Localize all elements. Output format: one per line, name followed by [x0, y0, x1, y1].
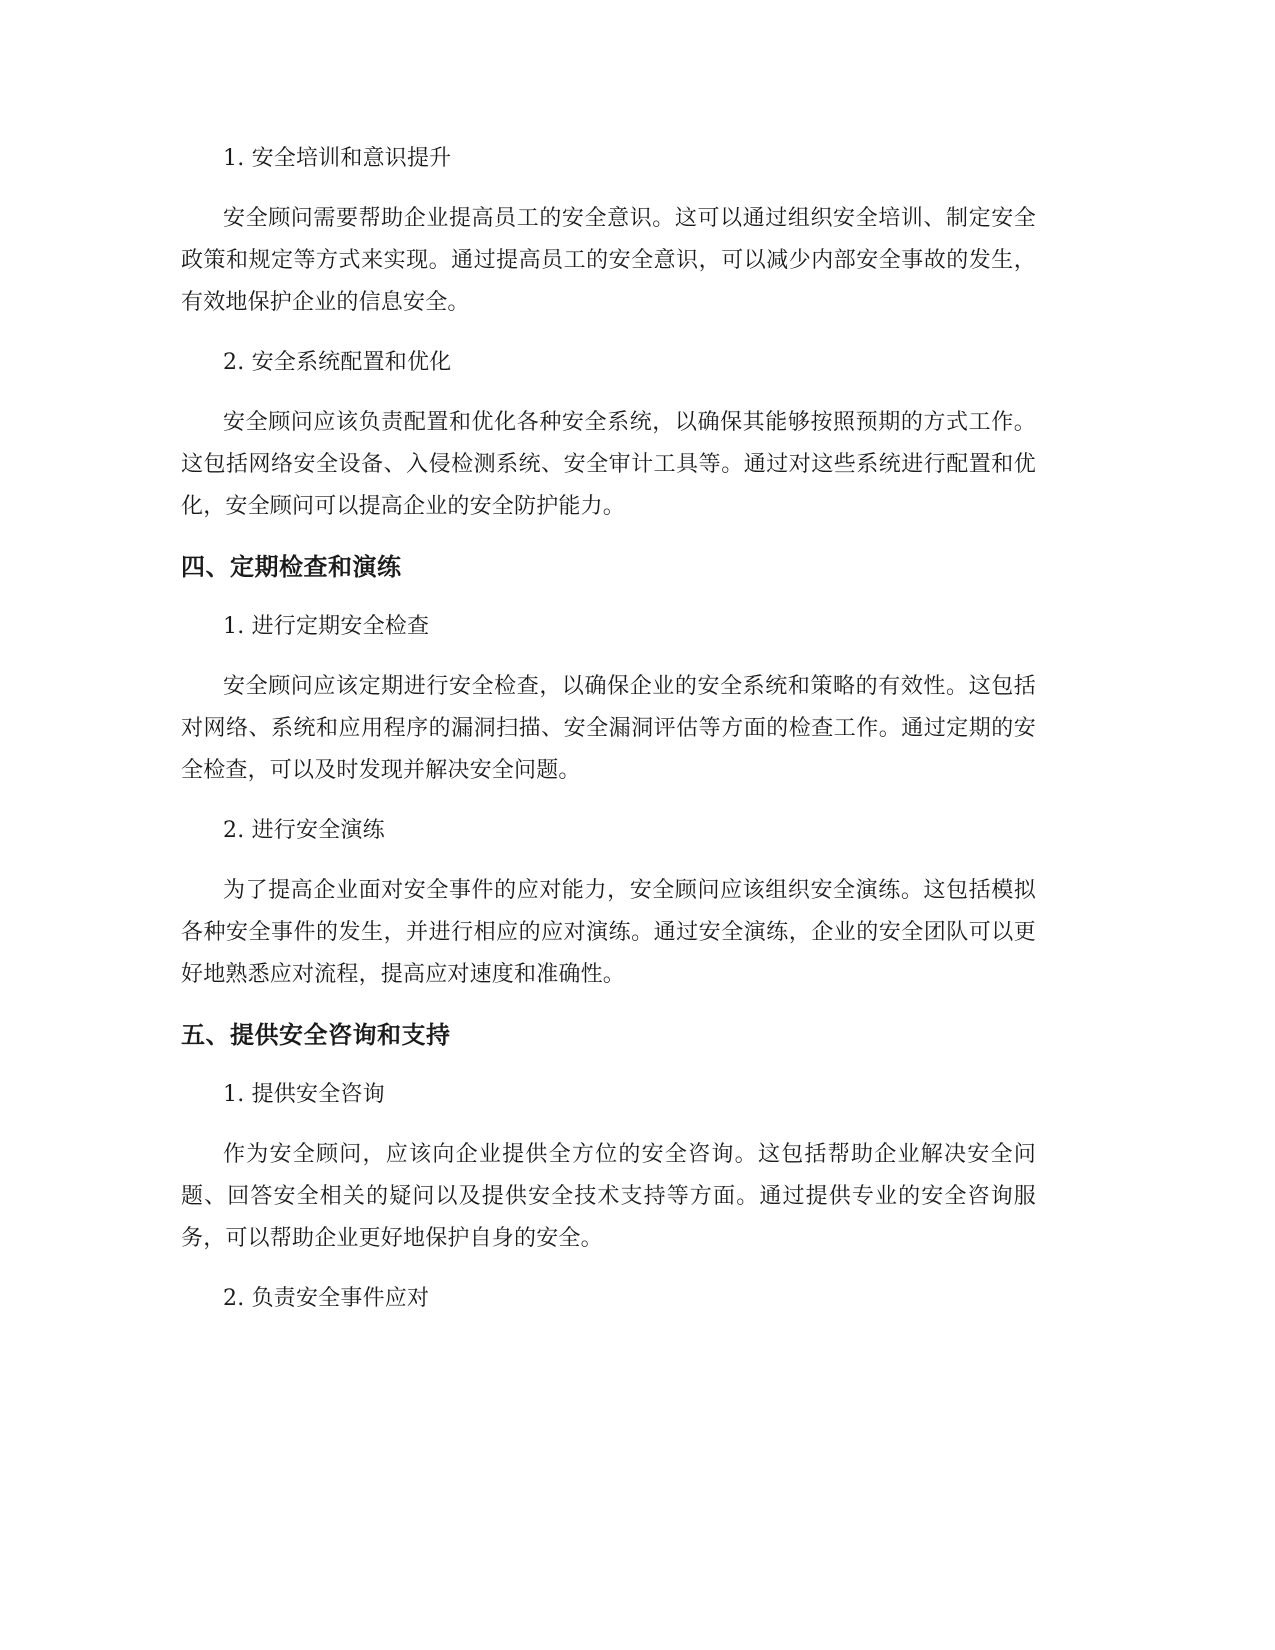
paragraph-periodic-check: 安全顾问应该定期进行安全检查，以确保企业的安全系统和策略的有效性。这包括对网络、系统和应用程序的漏洞扫描、安全漏洞评估等方面的检查工作。通过定期的安全检查，可以及时发现并解决安全问题。 — [181, 674, 1036, 783]
paragraph-consulting: 作为安全顾问，应该向企业提供全方位的安全咨询。这包括帮助企业解决安全问题、回答安全相关的疑问以及提供安全技术支持等方面。通过提供专业的安全咨询服务，可以帮助企业更好地保护自身的安全。 — [181, 1142, 1036, 1251]
section-heading-consulting-support: 五、提供安全咨询和支持 — [181, 1021, 451, 1049]
subsection-title-system-config: 2. 安全系统配置和优化 — [223, 350, 452, 375]
section-heading-inspection-drills: 四、定期检查和演练 — [181, 553, 402, 581]
subsection-title-drills: 2. 进行安全演练 — [223, 818, 385, 843]
paragraph-system-config: 安全顾问应该负责配置和优化各种安全系统，以确保其能够按照预期的方式工作。这包括网络安全设备、入侵检测系统、安全审计工具等。通过对这些系统进行配置和优化，安全顾问可以提高企业的安全防护能力。 — [181, 410, 1036, 519]
subsection-title-periodic-check: 1. 进行定期安全检查 — [223, 614, 430, 639]
subsection-title-incident-response: 2. 负责安全事件应对 — [223, 1286, 430, 1311]
document-body — [181, 138, 1036, 1338]
paragraph-drills: 为了提高企业面对安全事件的应对能力，安全顾问应该组织安全演练。这包括模拟各种安全事件的发生，并进行相应的应对演练。通过安全演练，企业的安全团队可以更好地熟悉应对流程，提高应对速度和准确性。 — [181, 878, 1036, 987]
paragraph-training: 安全顾问需要帮助企业提高员工的安全意识。这可以通过组织安全培训、制定安全政策和规定等方式来实现。通过提高员工的安全意识，可以减少内部安全事故的发生，有效地保护企业的信息安全。 — [181, 206, 1036, 315]
subsection-title-training: 1. 安全培训和意识提升 — [223, 146, 452, 171]
subsection-title-consulting: 1. 提供安全咨询 — [223, 1082, 385, 1107]
